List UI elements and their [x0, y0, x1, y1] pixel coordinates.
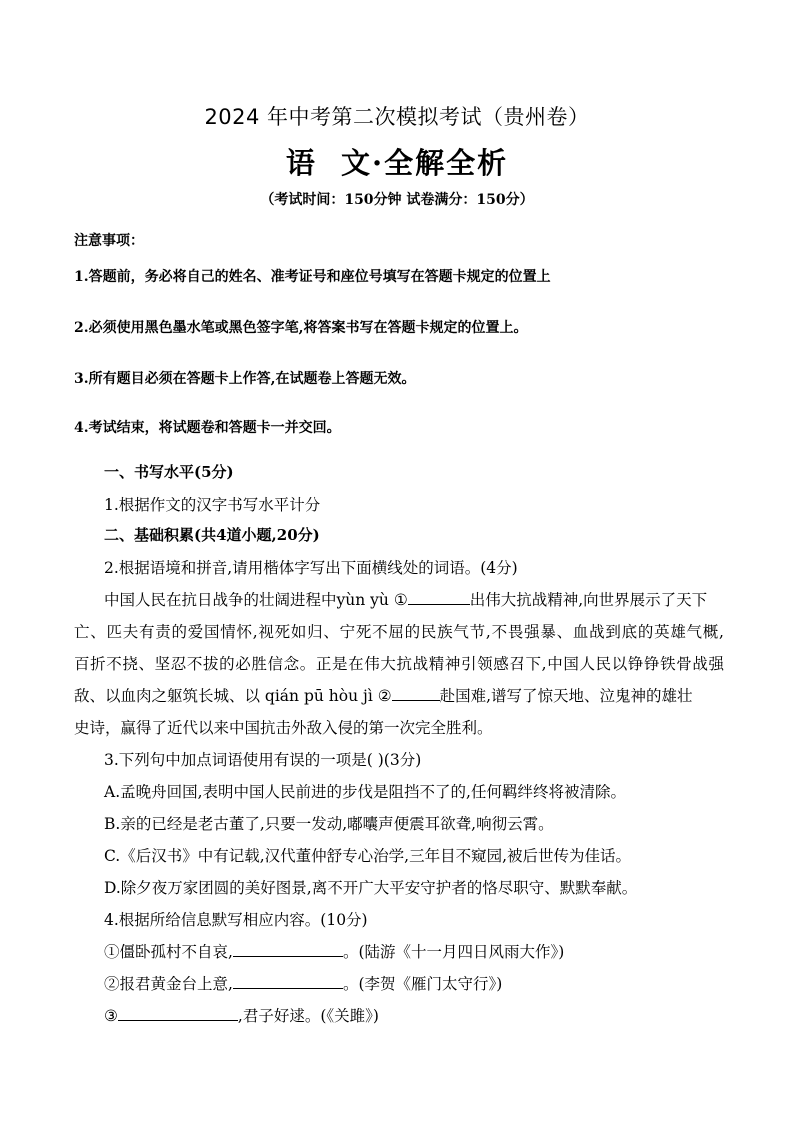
option-text: A.孟晚舟回国,表明中国人民前进的步伐是阻挡不了的,任何羁绊终将被清除。	[104, 783, 626, 801]
notice-item: 4.考试结束，将试题卷和答题卡一并交回。	[74, 420, 341, 436]
answer-blank[interactable]	[392, 686, 440, 701]
exam-info: （考试时间：150分钟 试卷满分：150分）	[260, 192, 534, 208]
option-text: C.《后汉书》中有记载,汉代董仲舒专心治学,三年目不窥园,被后世传为佳话。	[104, 847, 632, 865]
notice-item: 1.答题前，务必将自己的姓名、准考证号和座位号填写在答题卡规定的位置上	[74, 269, 551, 285]
recitation-text: ①僵卧孤村不自哀,	[104, 943, 233, 961]
answer-blank[interactable]	[408, 590, 470, 605]
recitation-line	[104, 972, 502, 994]
option-text: B.亲的已经是老古董了,只要一发动,嘟囔声便震耳欲聋,响彻云霄。	[104, 815, 554, 833]
passage-text: 敌、以血肉之躯筑长城、以 qián pū hòu jì ②	[74, 687, 392, 705]
passage-line	[104, 588, 707, 610]
section-heading: 二、基础积累(共4道小题,20分)	[104, 526, 320, 544]
recitation-line	[104, 1004, 379, 1026]
question-text: 2.根据语境和拼音,请用楷体字写出下面横线处的词语。(4分)	[104, 559, 518, 577]
passage-line	[74, 684, 693, 706]
passage-text: 出伟大抗战精神,向世界展示了天下	[469, 591, 708, 609]
recitation-line	[104, 940, 564, 962]
option-text: D.除夕夜万家团圆的美好图景,离不开广大平安守护者的恪尽职守、默默奉献。	[104, 879, 638, 897]
passage-text: 中国人民在抗日战争的壮阔进程中yùn yù ①	[104, 591, 408, 609]
section-heading: 一、书写水平(5分)	[104, 463, 234, 481]
question-text: 4.根据所给信息默写相应内容。(10分)	[104, 911, 368, 929]
passage-line: 亡、匹夫有责的爱国情怀,视死如归、宁死不屈的民族气节,不畏强暴、血战到底的英雄气概,	[74, 623, 724, 641]
recitation-text: 。(陆游《十一月四日风雨大作》)	[342, 943, 565, 961]
passage-line: 史诗，赢得了近代以来中国抗击外敌入侵的第一次完全胜利。	[74, 719, 493, 737]
recitation-text: ,君子好逑。(《关雎》)	[237, 1007, 379, 1025]
notice-item: 2.必须使用黑色墨水笔或黑色签字笔,将答案书写在答题卡规定的位置上。	[74, 320, 528, 336]
question-text: 3.下列句中加点词语使用有误的一项是( )(3分)	[104, 751, 422, 769]
answer-blank[interactable]	[118, 1006, 238, 1021]
recitation-text: 。(李贺《雁门太守行》)	[342, 975, 503, 993]
notice-heading: 注意事项：	[74, 233, 144, 249]
exam-title: 2024 年中考第二次模拟考试（贵州卷）	[204, 105, 590, 129]
passage-text: 赴国难,谱写了惊天地、泣鬼神的雄壮	[439, 687, 693, 705]
answer-blank[interactable]	[233, 974, 343, 989]
question-text: 1.根据作文的汉字书写水平计分	[104, 496, 321, 514]
exam-subtitle: 语 文·全解全析	[285, 146, 509, 180]
notice-item: 3.所有题目必须在答题卡上作答,在试题卷上答题无效。	[74, 371, 416, 387]
passage-line: 百折不挠、坚忍不拔的必胜信念。正是在伟大抗战精神引领感召下,中国人民以铮铮铁骨战强	[74, 655, 724, 673]
recitation-text: ②报君黄金台上意,	[104, 975, 233, 993]
answer-blank[interactable]	[233, 942, 343, 957]
recitation-text: ③	[104, 1007, 118, 1025]
